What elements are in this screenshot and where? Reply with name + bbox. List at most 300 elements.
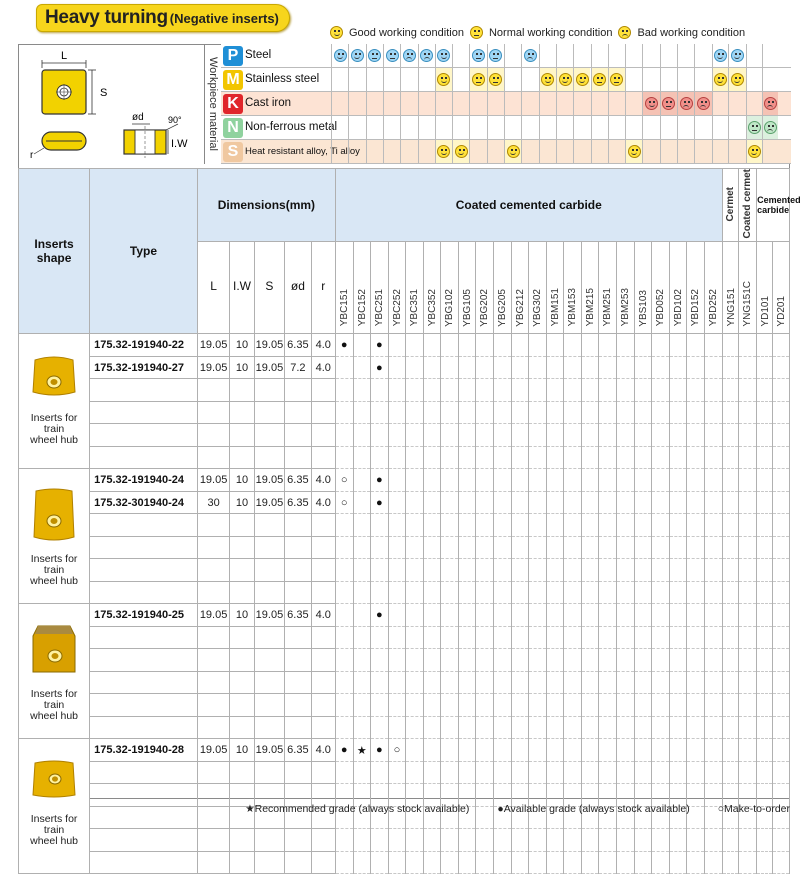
grade-cell <box>704 356 722 379</box>
normal-condition-icon <box>472 49 485 62</box>
grade-cell <box>564 559 582 582</box>
table-row <box>19 356 790 379</box>
grade-cell <box>529 379 547 402</box>
grade-cell <box>669 671 687 694</box>
material-grade-cell <box>712 140 728 163</box>
grade-cell <box>738 401 756 424</box>
grade-cell <box>687 739 705 762</box>
grade-cell <box>581 379 599 402</box>
grade-header-ybs103 <box>634 242 652 334</box>
grade-cell <box>669 491 687 514</box>
dim-cell-iw <box>230 401 254 424</box>
grade-header-ybd102 <box>669 242 687 334</box>
grade-cell <box>529 514 547 537</box>
grade-cell <box>494 626 512 649</box>
grade-label: YBG105 <box>461 288 473 327</box>
grade-cell <box>669 851 687 874</box>
grade-cell <box>511 424 529 447</box>
grade-cell <box>773 649 790 672</box>
dim-cell-r <box>311 424 335 447</box>
grade-cell <box>773 356 790 379</box>
grade-cell <box>669 581 687 604</box>
grade-cell <box>335 581 353 604</box>
grade-cell <box>423 379 441 402</box>
dim-cell-r <box>311 536 335 559</box>
grade-cell <box>406 649 424 672</box>
grade-cell <box>738 514 756 537</box>
workpiece-row-k <box>221 92 791 116</box>
table-row-empty <box>19 649 790 672</box>
grade-cell <box>757 829 773 852</box>
grade-cell <box>441 536 459 559</box>
grade-cell <box>773 514 790 537</box>
grade-cell <box>494 604 512 627</box>
grade-cell <box>476 581 494 604</box>
grade-cell <box>476 851 494 874</box>
material-grade-cell <box>418 68 435 91</box>
material-grade-cell <box>383 44 400 67</box>
dim-cell-l: 30 <box>197 491 230 514</box>
insert-shape-icon <box>19 757 89 804</box>
grade-cell <box>458 379 476 402</box>
insert-shape-label: Inserts for train wheel hub <box>30 688 78 723</box>
grade-cell <box>406 739 424 762</box>
grade-cell <box>738 851 756 874</box>
dim-cell-iw <box>230 446 254 469</box>
type-cell: 175.32-191940-28 <box>90 739 198 762</box>
grade-cell <box>511 716 529 739</box>
normal-condition-icon <box>368 49 381 62</box>
type-cell <box>90 379 198 402</box>
grade-header-ybd152 <box>687 242 705 334</box>
material-grade-cell <box>660 92 677 115</box>
dim-cell-l: 19.05 <box>197 739 230 762</box>
grade-header-yd101 <box>757 242 773 334</box>
material-tag-k: K <box>223 94 243 114</box>
grade-cell <box>722 671 738 694</box>
grade-cell <box>652 446 670 469</box>
grade-cell <box>441 761 459 784</box>
grade-cell <box>458 424 476 447</box>
material-grade-cell <box>728 140 746 163</box>
dim-cell-d <box>285 424 311 447</box>
grade-cell <box>652 424 670 447</box>
grade-cell <box>599 604 617 627</box>
grade-label: YBC151 <box>338 289 350 327</box>
grade-header-ybg212 <box>511 242 529 334</box>
grade-cell <box>722 694 738 717</box>
grade-cell <box>738 761 756 784</box>
material-grade-cell <box>728 44 746 67</box>
type-cell <box>90 559 198 582</box>
header-cemented-carbide-label: Cemented carbide <box>757 195 801 216</box>
dim-cell-l <box>197 424 230 447</box>
grade-cell <box>335 379 353 402</box>
dim-cell-iw <box>230 649 254 672</box>
grade-cell <box>546 514 564 537</box>
grade-cell <box>599 581 617 604</box>
material-grade-cell <box>521 44 538 67</box>
grade-cell <box>564 694 582 717</box>
grade-cell <box>704 581 722 604</box>
grade-cell <box>335 356 353 379</box>
dim-cell-s <box>254 626 284 649</box>
grade-cell <box>634 829 652 852</box>
grade-cell <box>441 424 459 447</box>
grade-cell <box>546 536 564 559</box>
grade-cell <box>687 694 705 717</box>
grade-cell <box>669 469 687 492</box>
grade-cell <box>773 424 790 447</box>
grade-cell <box>388 491 406 514</box>
grade-cell <box>687 469 705 492</box>
material-grade-cell <box>660 140 677 163</box>
insert-drawing-svg <box>20 46 204 164</box>
grade-mark-ybc152: ★ <box>353 739 371 762</box>
normal-condition-icon <box>593 73 606 86</box>
normal-condition-icon <box>748 121 761 134</box>
table-row-empty <box>19 446 790 469</box>
grade-cell <box>388 514 406 537</box>
grade-cell <box>529 761 547 784</box>
grade-cell <box>441 649 459 672</box>
grade-cell <box>564 446 582 469</box>
inserts-table <box>18 168 801 874</box>
material-grade-cell <box>539 44 556 67</box>
grade-cell <box>616 491 634 514</box>
material-grade-cell <box>366 140 383 163</box>
grade-cell <box>757 469 773 492</box>
material-grade-cell <box>608 44 625 67</box>
grade-cell <box>634 536 652 559</box>
grade-cell <box>335 649 353 672</box>
bad-condition-icon <box>764 121 777 134</box>
dim-cell-r <box>311 694 335 717</box>
normal-condition-icon <box>470 26 483 39</box>
good-condition-icon <box>437 145 450 158</box>
material-grade-cell <box>746 92 762 115</box>
dim-cell-s <box>254 829 284 852</box>
grade-cell <box>634 559 652 582</box>
grade-cell <box>704 649 722 672</box>
grade-cell <box>687 671 705 694</box>
grade-cell <box>335 536 353 559</box>
grade-cell <box>546 739 564 762</box>
material-grade-cell <box>504 44 521 67</box>
grade-cell <box>441 626 459 649</box>
grade-cell <box>458 536 476 559</box>
grade-cell <box>423 334 441 357</box>
grade-cell <box>599 716 617 739</box>
material-grade-cell <box>728 68 746 91</box>
grade-cell <box>599 514 617 537</box>
grade-cell <box>406 536 424 559</box>
grade-cell <box>704 469 722 492</box>
table-row-empty <box>19 761 790 784</box>
type-cell <box>90 694 198 717</box>
dim-cell-r <box>311 626 335 649</box>
grade-cell <box>773 671 790 694</box>
insert-shape-cell <box>19 334 90 469</box>
grade-cell <box>388 626 406 649</box>
dim-cell-s: 19.05 <box>254 469 284 492</box>
grade-cell <box>757 401 773 424</box>
grade-cell <box>773 446 790 469</box>
grade-cell <box>494 401 512 424</box>
dim-cell-s <box>254 671 284 694</box>
grade-cell <box>564 424 582 447</box>
grade-cell <box>616 739 634 762</box>
grade-mark-ybc251: ● <box>371 356 389 379</box>
grade-cell <box>353 581 371 604</box>
grade-cell <box>616 559 634 582</box>
grade-cell <box>441 604 459 627</box>
dim-cell-iw: 10 <box>230 469 254 492</box>
grade-header-ybc352 <box>423 242 441 334</box>
material-grade-cell <box>400 68 417 91</box>
grade-cell <box>458 761 476 784</box>
dim-cell-l <box>197 671 230 694</box>
grade-label: YBD102 <box>672 289 684 327</box>
good-condition-icon <box>507 145 520 158</box>
grade-cell <box>335 604 353 627</box>
grade-mark-ybc151: ● <box>335 334 353 357</box>
grade-cell <box>476 446 494 469</box>
grade-cell <box>564 491 582 514</box>
type-cell <box>90 401 198 424</box>
grade-mark-ybc252: ○ <box>388 739 406 762</box>
material-grade-cell <box>677 92 694 115</box>
grade-cell <box>494 851 512 874</box>
grade-cell <box>581 559 599 582</box>
grade-cell <box>529 469 547 492</box>
grade-cell <box>529 716 547 739</box>
grade-label: YNG151C <box>742 280 753 327</box>
grade-cell <box>722 559 738 582</box>
type-cell <box>90 851 198 874</box>
footnote-item-2: ○Make-to-order <box>717 803 790 815</box>
grade-header-ybd252 <box>704 242 722 334</box>
grade-cell <box>494 829 512 852</box>
dim-cell-r <box>311 649 335 672</box>
grade-cell <box>494 739 512 762</box>
good-condition-icon <box>731 49 744 62</box>
grade-cell <box>704 761 722 784</box>
material-grade-cell <box>762 92 778 115</box>
grade-cell <box>353 469 371 492</box>
material-grade-cell <box>694 44 711 67</box>
grade-cell <box>406 514 424 537</box>
label-od: ød <box>132 112 144 123</box>
bad-condition-icon <box>524 49 537 62</box>
grade-cell <box>423 491 441 514</box>
table-row <box>19 334 790 357</box>
material-grade-cell <box>762 44 778 67</box>
grade-cell <box>546 649 564 672</box>
material-grade-cell <box>469 92 486 115</box>
table-row-empty <box>19 626 790 649</box>
grade-cell <box>529 671 547 694</box>
grade-cell <box>652 626 670 649</box>
dim-cell-iw <box>230 851 254 874</box>
grade-header-ybc152 <box>353 242 371 334</box>
grade-cell <box>773 716 790 739</box>
grade-cell <box>564 739 582 762</box>
grade-cell <box>581 671 599 694</box>
grade-cell <box>353 401 371 424</box>
dim-cell-iw <box>230 716 254 739</box>
grade-cell <box>757 424 773 447</box>
grade-cell <box>476 469 494 492</box>
material-grade-cell <box>521 116 538 139</box>
dim-cell-s <box>254 581 284 604</box>
grade-cell <box>652 829 670 852</box>
insert-shape-icon <box>19 622 89 681</box>
grade-cell <box>738 334 756 357</box>
grade-label: YBM215 <box>584 288 596 327</box>
insert-shape-icon <box>19 487 89 546</box>
grade-label: YBM253 <box>619 288 631 327</box>
grade-cell <box>616 424 634 447</box>
header-cemented-carbide <box>757 169 801 242</box>
grade-cell <box>353 356 371 379</box>
grade-cell <box>441 694 459 717</box>
grade-cell <box>634 491 652 514</box>
material-grade-cell <box>348 92 365 115</box>
grade-cell <box>476 536 494 559</box>
grade-label: YBG102 <box>444 288 456 327</box>
dim-cell-d <box>285 671 311 694</box>
type-cell <box>90 761 198 784</box>
dim-cell-r <box>311 581 335 604</box>
grade-cell <box>687 401 705 424</box>
grade-cell <box>669 626 687 649</box>
grade-cell <box>511 379 529 402</box>
dim-cell-d: 6.35 <box>285 491 311 514</box>
grade-header-ybm153 <box>564 242 582 334</box>
grade-cell <box>406 694 424 717</box>
grade-cell <box>353 514 371 537</box>
grade-cell <box>722 334 738 357</box>
dim-cell-s <box>254 694 284 717</box>
grade-cell <box>546 356 564 379</box>
grade-cell <box>704 694 722 717</box>
dim-cell-r <box>311 446 335 469</box>
grade-cell <box>722 581 738 604</box>
grade-cell <box>616 851 634 874</box>
grade-mark-ybc151: ○ <box>335 491 353 514</box>
grade-cell <box>599 694 617 717</box>
dim-cell-iw <box>230 626 254 649</box>
normal-condition-icon <box>472 73 485 86</box>
dim-cell-l: 19.05 <box>197 356 230 379</box>
grade-cell <box>529 739 547 762</box>
grade-cell <box>353 446 371 469</box>
material-grade-cell <box>504 68 521 91</box>
grade-label: YBM251 <box>602 288 614 327</box>
grade-cell <box>722 469 738 492</box>
grade-cell <box>634 761 652 784</box>
grade-label: YBC252 <box>391 289 403 327</box>
grade-cell <box>511 356 529 379</box>
grade-cell <box>616 649 634 672</box>
grade-cell <box>388 671 406 694</box>
type-cell <box>90 446 198 469</box>
grade-cell <box>581 829 599 852</box>
grade-cell <box>634 604 652 627</box>
grade-cell <box>564 649 582 672</box>
dim-cell-iw <box>230 694 254 717</box>
grade-cell <box>669 401 687 424</box>
grade-cell <box>738 356 756 379</box>
dim-cell-d: 6.35 <box>285 604 311 627</box>
table-row-empty <box>19 671 790 694</box>
grade-cell <box>546 694 564 717</box>
material-grade-cell <box>383 68 400 91</box>
grade-cell <box>564 536 582 559</box>
grade-cell <box>773 829 790 852</box>
grade-cell <box>704 491 722 514</box>
grade-cell <box>371 446 389 469</box>
dim-cell-d <box>285 559 311 582</box>
dim-cell-iw <box>230 761 254 784</box>
good-condition-icon <box>714 73 727 86</box>
material-grade-cell <box>348 44 365 67</box>
grade-cell <box>687 716 705 739</box>
grade-label: YBC152 <box>356 289 368 327</box>
type-cell: 175.32-301940-24 <box>90 491 198 514</box>
dim-cell-r: 4.0 <box>311 469 335 492</box>
grade-cell <box>529 424 547 447</box>
material-grade-cell <box>348 140 365 163</box>
grade-cell <box>458 491 476 514</box>
grade-cell <box>634 671 652 694</box>
grade-header-yng151 <box>722 242 738 334</box>
material-label: Stainless steel <box>245 73 320 85</box>
material-grade-cell <box>366 116 383 139</box>
grade-cell <box>441 829 459 852</box>
grade-cell <box>423 469 441 492</box>
grade-cell <box>704 559 722 582</box>
material-grade-cell <box>435 116 452 139</box>
grade-cell <box>511 491 529 514</box>
header-inserts-shape: Inserts shape <box>19 169 90 334</box>
material-grade-cell <box>642 92 659 115</box>
grade-cell <box>476 514 494 537</box>
dim-cell-d <box>285 379 311 402</box>
grade-cell <box>773 694 790 717</box>
dim-cell-l <box>197 626 230 649</box>
grade-cell <box>423 356 441 379</box>
grade-label: YD101 <box>760 295 772 327</box>
grade-cell <box>441 401 459 424</box>
grade-cell <box>546 761 564 784</box>
grade-cell <box>704 401 722 424</box>
grade-cell <box>476 716 494 739</box>
grade-cell <box>511 694 529 717</box>
grade-cell <box>616 761 634 784</box>
material-grade-cell <box>762 116 778 139</box>
dim-cell-l <box>197 761 230 784</box>
material-grade-cell <box>660 116 677 139</box>
normal-condition-icon <box>489 49 502 62</box>
grade-cell <box>353 536 371 559</box>
type-cell <box>90 829 198 852</box>
grade-cell <box>581 334 599 357</box>
grade-cell <box>458 469 476 492</box>
grade-cell <box>757 379 773 402</box>
dim-cell-d: 6.35 <box>285 469 311 492</box>
